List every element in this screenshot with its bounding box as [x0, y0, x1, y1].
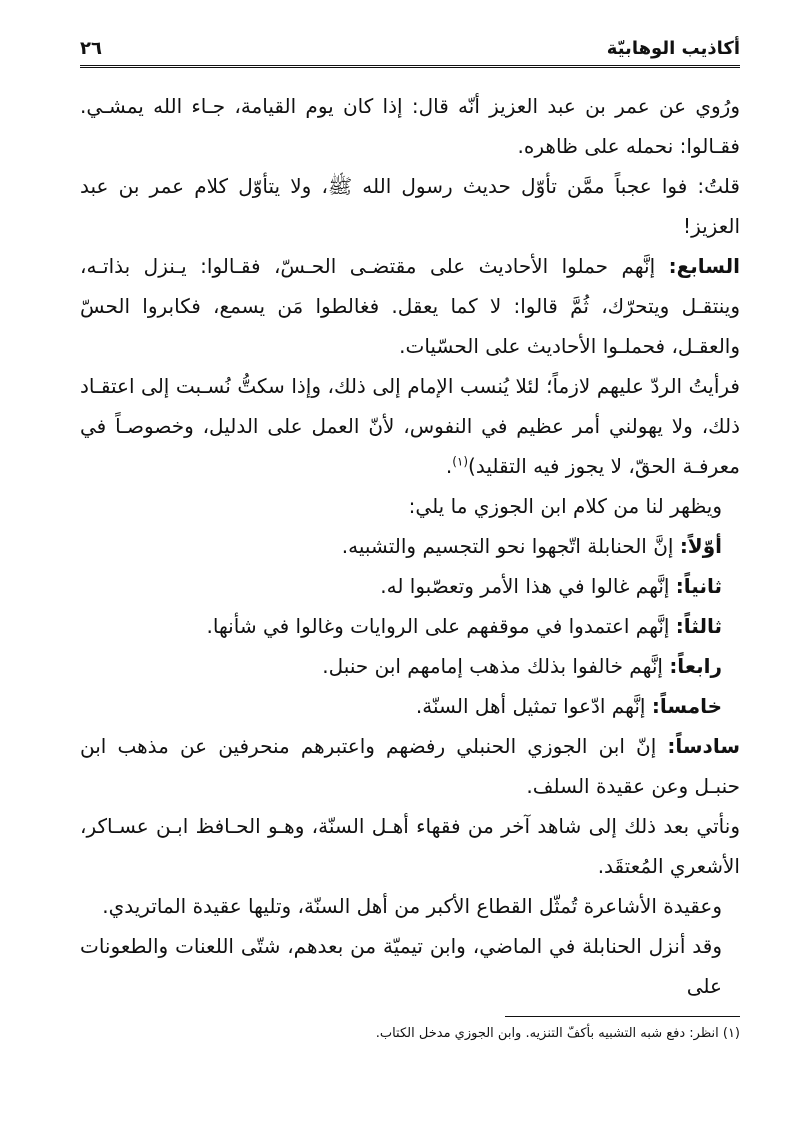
paragraph: ورُوي عن عمر بن عبد العزيز أنّه قال: إذا كان يوم القيامة، جـاء الله يمشـي. فقـالوا: نحمله على ظاهره.: [80, 94, 740, 158]
item-lead: خامساً:: [651, 694, 722, 718]
list-item: خامساً: إنَّهم ادّعوا تمثيل أهل السنّة.: [415, 694, 722, 718]
paragraph: وعقيدة الأشاعرة تُمثّل القطاع الأكبر من أهل السنّة، وتليها عقيدة الماتريدي.: [102, 894, 722, 918]
footnote-ref: (١): [452, 454, 469, 469]
paragraph: قلتُ: فوا عجباً ممَّن تأوّل حديث رسول الله ﷺ، ولا يتأوّل كلام عمر بن عبد العزيز!: [80, 174, 740, 238]
list-item: ثالثاً: إنَّهم اعتمدوا في موقفهم على الروايات وغالوا في شأنها.: [206, 614, 722, 638]
item-lead: سادساً:: [667, 734, 740, 758]
page-number: ٢٦: [80, 37, 102, 59]
paragraph: ويظهر لنا من كلام ابن الجوزي ما يلي:: [408, 494, 722, 518]
chapter-title: أكاذيب الوهابيّة: [606, 37, 740, 59]
header-rule: [80, 65, 740, 68]
item-lead: رابعاً:: [669, 654, 722, 678]
item-lead: ثالثاً:: [675, 614, 722, 638]
paragraph: السابع: إنَّهم حملوا الأحاديث على مقتضـى الحـسّ، فقـالوا: يـنزل بذاتـه، وينتقـل ويتحرّك، ثُمَّ قالوا: لا كما يعقل. فغالطوا مَن يسمع، فكابروا الحسّ والعقـل، فحملـوا الأحاديث على الحسّيات.: [80, 254, 740, 358]
footnote-rule: [505, 1016, 740, 1017]
list-item: سادساً: إنّ ابن الجوزي الحنبلي رفضهم واعتبرهم منحرفين عن مذهب ابن حنبـل وعن عقيدة السلف.: [80, 734, 740, 798]
main-text: [80, 86, 740, 1006]
list-item: ثانياً: إنَّهم غالوا في هذا الأمر وتعصّبوا له.: [380, 574, 722, 598]
list-item: رابعاً: إنَّهم خالفوا بذلك مذهب إمامهم ابن حنبل.: [322, 654, 722, 678]
paragraph: ونأتي بعد ذلك إلى شاهد آخر من فقهاء أهـل السنّة، وهـو الحـافظ ابـن عسـاكر، الأشعري المُعتقَد.: [80, 814, 740, 878]
item-lead: أوّلاً:: [679, 534, 722, 558]
footnote: (١) انظر: دفع شبه التشبيه بأكفّ التنزيه. وابن الجوزي مدخل الكتاب.: [375, 1026, 740, 1041]
paragraph: وقد أنزل الحنابلة في الماضي، وابن تيميّة من بعدهم، شتّى اللعنات والطعونات على: [80, 934, 722, 998]
item-lead: ثانياً:: [675, 574, 722, 598]
running-header: [80, 32, 740, 64]
list-item: أوّلاً: إنَّ الحنابلة اتّجهوا نحو التجسيم والتشبيه.: [341, 534, 722, 558]
item-lead: السابع:: [668, 254, 740, 278]
paragraph: فرأيتُ الردّ عليهم لازماً؛ لئلا يُنسب الإمام إلى ذلك، وإذا سكتُّ نُسـبت إلى اعتقـاد ذلك، ولا يهولني أمر عظيم في النفوس، لأنّ العمل على الدليل، وخصوصـاً في معرفـة الحقّ، لا يجوز فيه التقليد)$^{(١)}$.: [80, 374, 740, 478]
